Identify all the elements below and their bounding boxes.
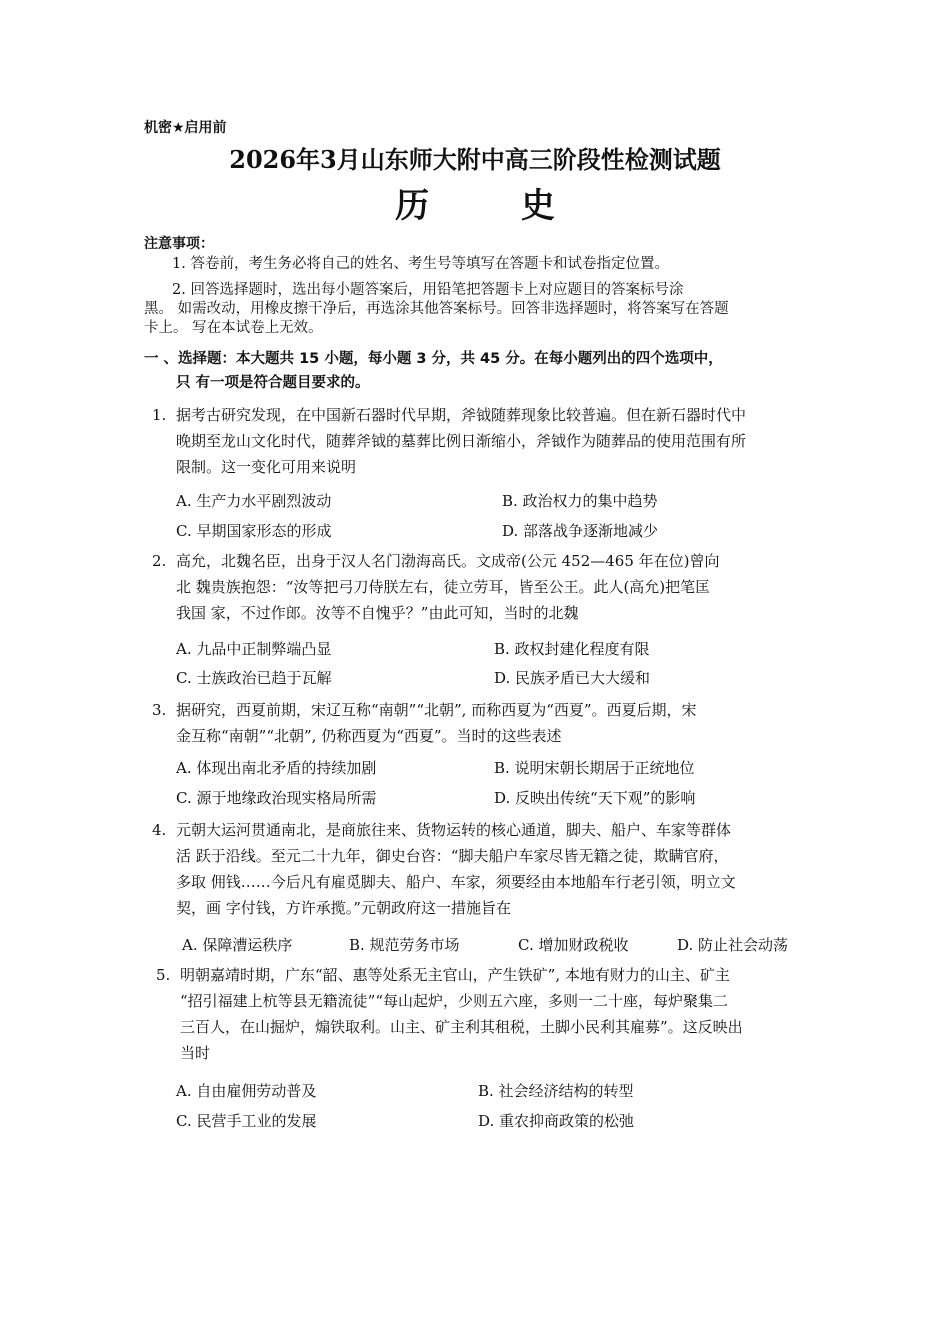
q1-option-d[interactable]: D. 部落战争逐渐地减少 (502, 522, 659, 540)
question-4: 4. 元朝大运河贯通南北，是商旅往来、货物运转的核心通道，脚夫、船户、车家等群体 活 跃于沿线。至元二十九年，御史台咨：“脚夫船户车家尽皆无籍之徒，欺瞒官府， 多取 佣钱……今后凡有雇觅脚夫、船户、车家，须要经由本地船车行老引领，明立文 契，画 字付钱，方许承揽。”元朝政府这一措施旨在 (152, 821, 736, 917)
q2-option-d[interactable]: D. 民族矛盾已大大缓和 (494, 669, 651, 687)
q5-option-b[interactable]: B. 社会经济结构的转型 (478, 1082, 634, 1100)
q5-option-a[interactable]: A. 自由雇佣劳动普及 (176, 1082, 317, 1100)
notice-heading: 注意事项： (144, 236, 214, 252)
question-5: 5. 明朝嘉靖时期，广东“韶、惠等处系无主官山，产生铁矿”, 本地有财力的山主、矿主 “招引福建上杭等县无籍流徒”“每山起炉，少则五六座，多则一二十座，每炉聚集二 三百人，在山掘炉，煽铁取利。山主、矿主利其租税，土脚小民利其雇募”。这反映出 当时 (156, 966, 743, 1062)
notice-item-2: 2. 回答选择题时，选出每小题答案后，用铅笔把答题卡上对应题目的答案标号涂 黑。 如需改动，用橡皮擦干净后，再选涂其他答案标号。回答非选择题时，将答案写在答题 卡上。 写在本试卷上无效。 (144, 282, 729, 336)
q3-option-b[interactable]: B. 说明宋朝长期居于正统地位 (494, 759, 695, 777)
exam-title: 2026年3月山东师大附中高三阶段性检测试题 (229, 145, 721, 174)
section-heading: 一 、选择题：本大题共 15 小题，每小题 3 分，共 45 分。在每小题列出的四个选项中， 只 有一项是符合题目要求的。 (144, 351, 723, 391)
secret-label: 机密★启用前 (144, 120, 227, 136)
q1-option-c[interactable]: C. 早期国家形态的形成 (176, 522, 332, 540)
q1-option-a[interactable]: A. 生产力水平剧烈波动 (176, 492, 332, 510)
q4-option-c[interactable]: C. 增加财政税收 (518, 936, 629, 954)
q4-option-b[interactable]: B. 规范劳务市场 (349, 936, 460, 954)
q3-option-a[interactable]: A. 体现出南北矛盾的持续加剧 (176, 759, 377, 777)
q3-option-c[interactable]: C. 源于地缘政治现实格局所需 (176, 789, 377, 807)
q4-option-a[interactable]: A. 保障漕运秩序 (182, 936, 293, 954)
q5-option-d[interactable]: D. 重农抑商政策的松弛 (478, 1112, 635, 1130)
question-1: 1. 据考古研究发现，在中国新石器时代早期，斧钺随葬现象比较普遍。但在新石器时代中 晚期至龙山文化时代，随葬斧钺的墓葬比例日渐缩小，斧钺作为随葬品的使用范围有所 限制。这一变化可用来说明 (152, 406, 747, 476)
q4-option-d[interactable]: D. 防止社会动荡 (677, 936, 789, 954)
q3-option-d[interactable]: D. 反映出传统“天下观”的影响 (494, 789, 696, 807)
q5-option-c[interactable]: C. 民营手工业的发展 (176, 1112, 317, 1130)
notice-item-1: 1. 答卷前，考生务必将自己的姓名、考生号等填写在答题卡和试卷指定位置。 (172, 256, 669, 272)
q2-option-c[interactable]: C. 士族政治已趋于瓦解 (176, 669, 332, 687)
subject-title: 历 史 (395, 186, 595, 226)
q2-option-a[interactable]: A. 九品中正制弊端凸显 (176, 640, 332, 658)
q1-option-b[interactable]: B. 政治权力的集中趋势 (502, 492, 658, 510)
question-3: 3. 据研究，西夏前期，宋辽互称“南朝”“北朝”, 而称西夏为“西夏”。西夏后期，宋 金互称“南朝”“北朝”, 仍称西夏为“西夏”。当时的这些表述 (152, 701, 697, 745)
question-2: 2. 高允，北魏名臣，出身于汉人名门渤海高氏。文成帝(公元 452—465 年在位)曾向 北 魏贵族抱怨：“汝等把弓刀侍朕左右，徒立劳耳，皆至公王。此人(高允)把笔匡 我国 家，不过作郎。汝等不自愧乎？”由此可知，当时的北魏 (152, 552, 720, 622)
q2-option-b[interactable]: B. 政权封建化程度有限 (494, 640, 650, 658)
